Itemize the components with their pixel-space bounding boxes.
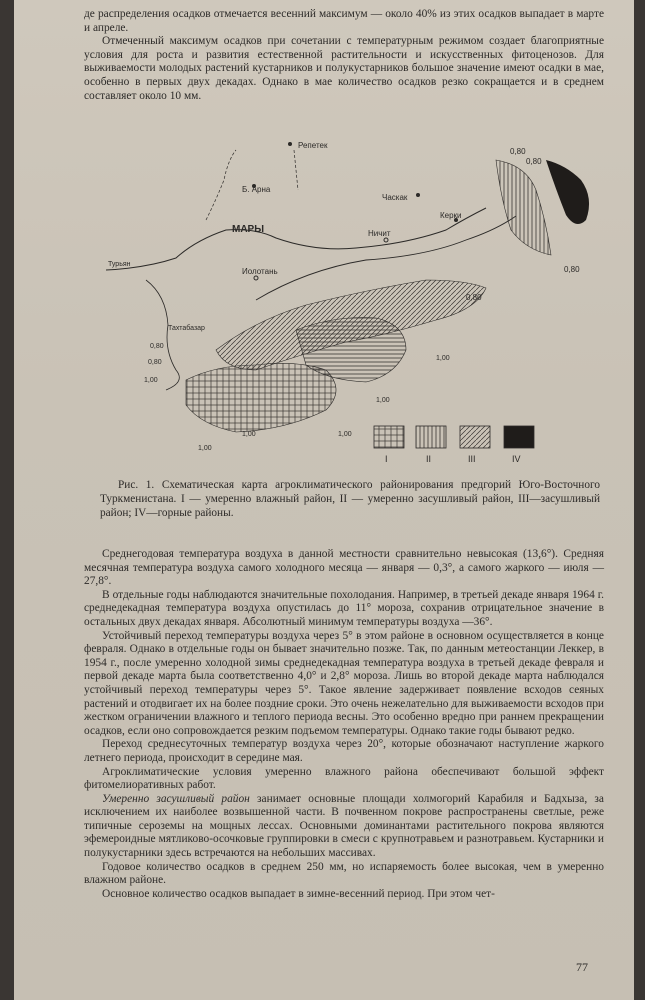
paragraph: Среднегодовая температура воздуха в данной местности сравнительно невысокая (13,6°). Средняя месячная температура воздуха самого холодного месяца — января — 0,3°, а самого жаркого — июля — 27,8°. xyxy=(84,548,604,588)
paragraph: Устойчивый переход температуры воздуха через 5° в этом районе в основном осуществляется в конце февраля. Однако в отдельные годы он бывает значительно позже. Так, по данным метеостанции Леккер, в 1954 г., после умеренно холодной зимы среднедекадная температура воздуха в третьей декаде февраля и первой декаде марта была соответственно 4,0° и 2,8° мороза. Лишь во второй декаде марта наблюдался устойчивый переход температуры через 5°. Такое явление задерживает появление всходов сеяных растений и отодвигает их на более поздние сроки. Это очень нежелательно для выживаемости всходов при жестком ограничении влажного и теплого периода весны. Это особенно вредно при раннем прекращении осадков, если оно сопровождается резким подъемом температуры. Однако такие годы бывают редко. xyxy=(84,629,604,737)
legend-swatch-iii xyxy=(460,426,490,448)
zone-i-area xyxy=(186,363,336,432)
place-label: Тахтабазар xyxy=(168,325,205,332)
place-label: МАРЫ xyxy=(232,224,265,235)
body-text-block xyxy=(84,548,604,901)
legend-label: IV xyxy=(512,454,521,464)
paragraph: Агроклиматические условия умеренно влажного района обеспечивают большой эффект фитомелиоративных работ. xyxy=(84,765,604,792)
isoline-label: 0,80 xyxy=(526,157,542,166)
section-text: занимает основные площади холмогорий Карабиля и Бадхыза, за исключением их наиболее возвышенной части. В почвенном покрове распространены светлые, реже типичные сероземы на мощных лессах. Основными доминантами растительного покрова являются эфемероидные мятликово-осочковые группировки в смеси с крупнотравьем и разнотравьем. Кустарники и полукустарники здесь встречаются на небольших массивах. xyxy=(84,792,604,860)
isoline-label: 1,00 xyxy=(144,377,158,384)
paragraph: Годовое количество осадков в среднем 250 мм, но испаряемость более высокая, чем в умеренно влажном районе. xyxy=(84,860,604,887)
paragraph: Основное количество осадков выпадает в зимне-весенний период. При этом чет- xyxy=(102,887,495,900)
place-label: Керки xyxy=(440,211,462,220)
isoline-label: 0,80 xyxy=(466,293,482,302)
place-label: Турьян xyxy=(108,261,131,268)
legend-swatch-i xyxy=(374,426,404,448)
legend-swatch-iv xyxy=(504,426,534,448)
agroclimatic-map xyxy=(106,120,594,470)
book-page xyxy=(14,0,634,1000)
map-legend xyxy=(374,426,534,464)
isoline-label: 1,00 xyxy=(436,355,450,362)
page-number: 77 xyxy=(576,960,588,974)
legend-label: I xyxy=(385,454,388,464)
legend-label: II xyxy=(426,454,432,464)
zone-iv-area xyxy=(546,160,589,224)
place-label: Иолотань xyxy=(242,267,278,276)
isoline-label: 0,80 xyxy=(148,359,162,366)
isoline-label: 0,80 xyxy=(510,147,526,156)
isoline-label: 1,00 xyxy=(338,431,352,438)
figure-caption: Рис. 1. Схематическая карта агроклиматического районирования предгорий Юго-Восточного Туркменистана. I — умеренно влажный район, II — умеренно засушливый район, III—засушливый район; IV—горные районы. xyxy=(100,479,600,519)
paragraph: Отмеченный максимум осадков при сочетании с температурным режимом создает благоприятные условия для роста и развития естественной растительности и искусственных фитоценозов. Для выживаемости молодых растений кустарников и полукустарников большое значение имеют осадки в мае, особенно в первых двух декадах. Однако в мае количество осадков резко сокращается и в среднем составляет около 10 мм. xyxy=(84,35,604,102)
paragraph xyxy=(84,793,604,861)
isoline-label: 1,00 xyxy=(376,397,390,404)
place-label: Часкак xyxy=(382,193,408,202)
legend-swatch-ii xyxy=(416,426,446,448)
place-label: Репетек xyxy=(298,141,328,150)
legend-label: III xyxy=(468,454,476,464)
isoline-label: 1,00 xyxy=(198,445,212,452)
place-label: Ничит xyxy=(368,229,391,238)
paragraph: В отдельные годы наблюдаются значительные похолодания. Например, в третьей декаде января 1964 г. среднедекадная температура воздуха опустилась до 11° мороза, сохранив отрицательное значение в остальных двух декадах января. Абсолютный минимум температуры воздуха —36°. xyxy=(84,588,604,628)
place-label: Б. Арна xyxy=(242,185,271,194)
zone-ii-east-area xyxy=(496,160,551,255)
isoline-label: 0,80 xyxy=(564,265,580,274)
isoline-label: 1,00 xyxy=(242,431,256,438)
paragraph: де распределения осадков отмечается весенний максимум — около 40% из этих осадков выпадает в марте и апреле. xyxy=(84,8,604,34)
section-lead: Умеренно засушливый район xyxy=(102,792,250,805)
paragraph: Переход среднесуточных температур воздуха через 20°, которые обозначают наступление жаркого летнего периода, происходит в середине мая. xyxy=(84,738,604,764)
top-text-block xyxy=(84,8,604,103)
isoline-label: 0,80 xyxy=(150,343,164,350)
